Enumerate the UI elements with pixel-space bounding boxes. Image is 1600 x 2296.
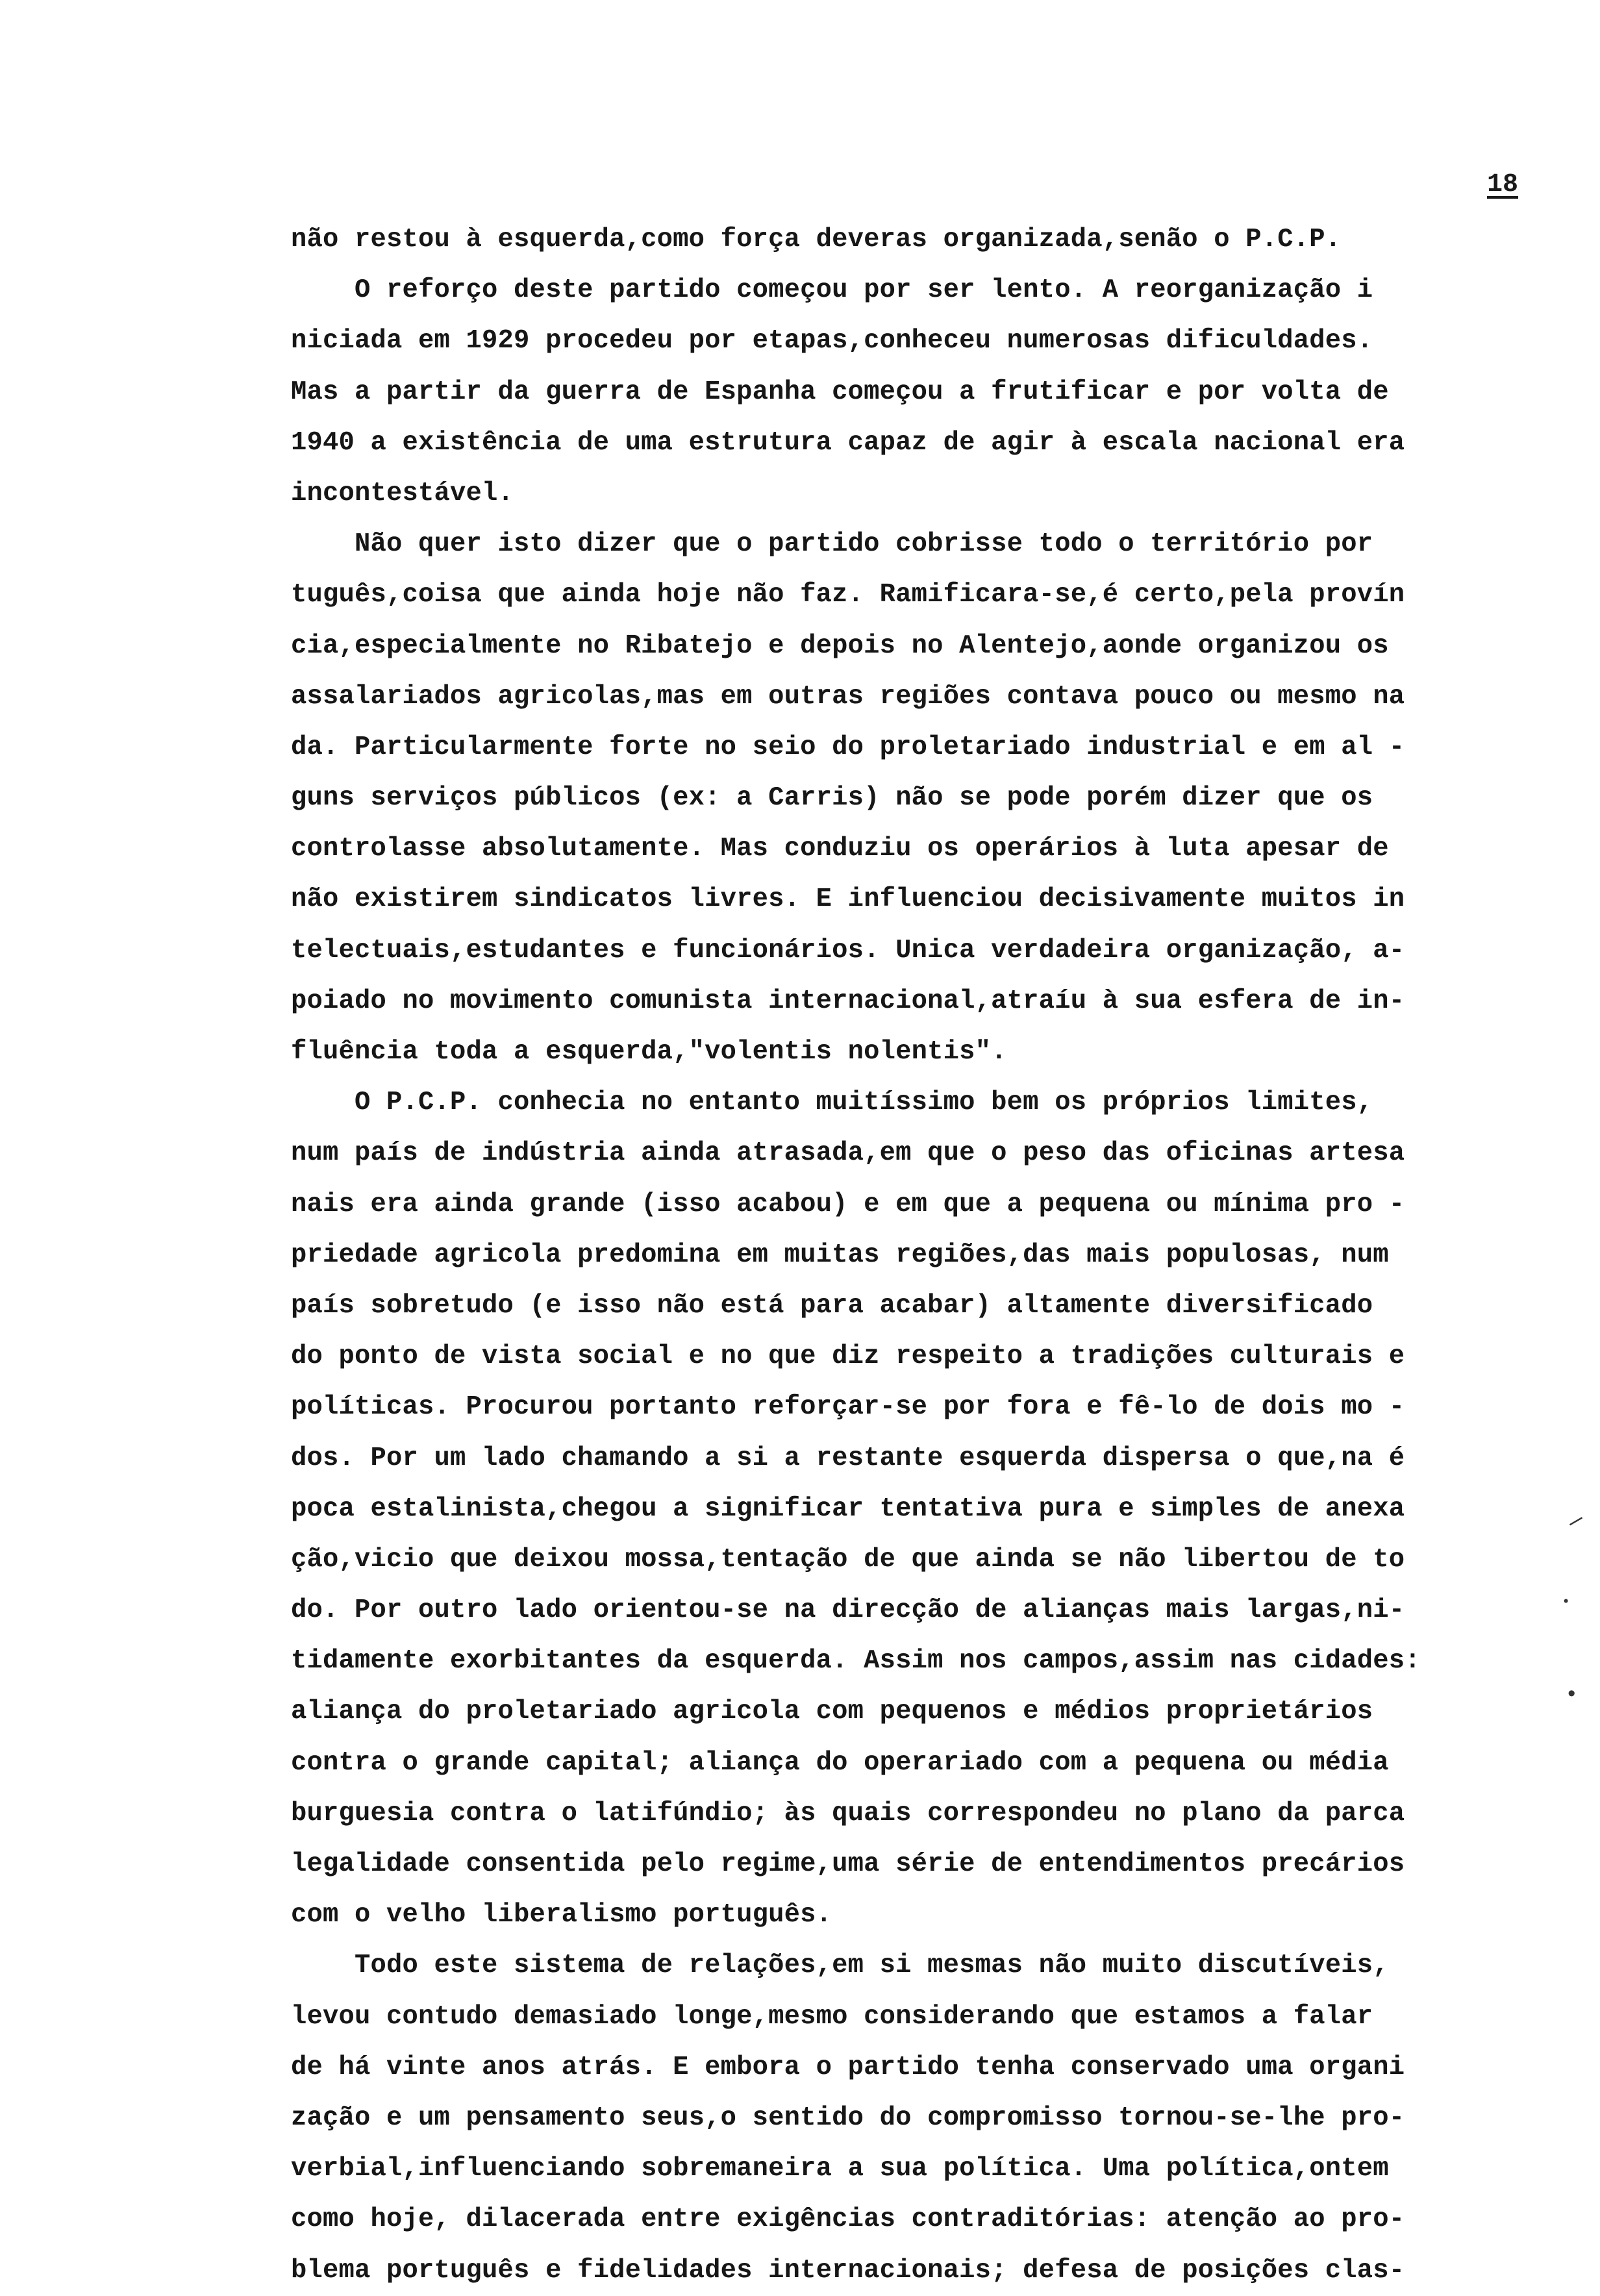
text-line: legalidade consentida pelo regime,uma série de entendimentos precários	[291, 1849, 1405, 1879]
text-line: guns serviços públicos (ex: a Carris) não se pode porém dizer que os	[291, 783, 1373, 814]
text-line: O reforço deste partido começou por ser lento. A reorganização i	[291, 275, 1373, 306]
text-line: Não quer isto dizer que o partido cobrisse todo o território por	[291, 529, 1373, 560]
text-line: do. Por outro lado orientou-se na direcção de alianças mais largas,ni-	[291, 1595, 1405, 1626]
text-line: poiado no movimento comunista internacional,atraíu à sua esfera de in-	[291, 986, 1405, 1016]
text-line: 1940 a existência de uma estrutura capaz de agir à escala nacional era	[291, 427, 1405, 458]
text-line: de há vinte anos atrás. E embora o partido tenha conservado uma organi	[291, 2052, 1405, 2082]
text-line: não restou à esquerda,como força deveras organizada,senão o P.C.P.	[291, 225, 1342, 255]
text-line: O P.C.P. conhecia no entanto muitíssimo bem os próprios limites,	[291, 1088, 1373, 1118]
text-line: aliança do proletariado agricola com pequenos e médios proprietários	[291, 1697, 1373, 1727]
text-line: ção,vicio que deixou mossa,tentação de que ainda se não libertou de to	[291, 1544, 1405, 1575]
text-line: zação e um pensamento seus,o sentido do compromisso tornou-se-lhe pro-	[291, 2103, 1405, 2133]
text-line: niciada em 1929 procedeu por etapas,conheceu numerosas dificuldades.	[291, 326, 1373, 356]
text-line: telectuais,estudantes e funcionários. Unica verdadeira organização, a-	[291, 935, 1405, 966]
text-line: controlasse absolutamente. Mas conduziu os operários à luta apesar de	[291, 834, 1389, 864]
text-line: verbial,influenciando sobremaneira a sua política. Uma política,ontem	[291, 2154, 1389, 2184]
text-line: dos. Por um lado chamando a si a restante esquerda dispersa o que,na é	[291, 1443, 1405, 1473]
text-line: priedade agricola predomina em muitas regiões,das mais populosas, num	[291, 1240, 1389, 1270]
text-line: Mas a partir da guerra de Espanha começou a frutificar e por volta de	[291, 377, 1389, 407]
page-number: 18	[1487, 170, 1519, 199]
text-line: incontestável.	[291, 478, 514, 508]
text-line: como hoje, dilacerada entre exigências contraditórias: atenção ao pro-	[291, 2204, 1405, 2235]
text-line: blema português e fidelidades internacionais; defesa de posições clas-	[291, 2255, 1405, 2286]
text-line: Todo este sistema de relações,em si mesmas não muito discutíveis,	[291, 1951, 1389, 1981]
text-line: políticas. Procurou portanto reforçar-se por fora e fê-lo de dois mo -	[291, 1392, 1405, 1423]
text-line: com o velho liberalismo português.	[291, 1900, 832, 1930]
text-line: burguesia contra o latifúndio; às quais correspondeu no plano da parca	[291, 1798, 1405, 1828]
text-line: tidamente exorbitantes da esquerda. Assim nos campos,assim nas cidades:	[291, 1646, 1421, 1677]
text-line: nais era ainda grande (isso acabou) e em que a pequena ou mínima pro -	[291, 1189, 1405, 1219]
text-line: fluência toda a esquerda,"volentis nolentis".	[291, 1037, 1007, 1067]
margin-dot-mark: •	[1562, 1594, 1571, 1610]
text-line: num país de indústria ainda atrasada,em que o peso das oficinas artesa	[291, 1138, 1405, 1169]
text-line: da. Particularmente forte no seio do proletariado industrial e em al -	[291, 732, 1405, 762]
text-line: levou contudo demasiado longe,mesmo considerando que estamos a falar	[291, 2001, 1373, 2032]
text-line: não existirem sindicatos livres. E influenciou decisivamente muitos in	[291, 884, 1405, 915]
margin-dash-mark: —	[1563, 1506, 1589, 1536]
text-line: contra o grande capital; aliança do operariado com a pequena ou média	[291, 1747, 1389, 1778]
body-text	[291, 214, 1525, 2296]
text-line: cia,especialmente no Ribatejo e depois no Alentejo,aonde organizou os	[291, 630, 1389, 661]
text-line: assalariados agricolas,mas em outras regiões contava pouco ou mesmo na	[291, 681, 1405, 712]
text-line: do ponto de vista social e no que diz respeito a tradições culturais e	[291, 1341, 1405, 1372]
text-line: tuguês,coisa que ainda hoje não faz. Ramificara-se,é certo,pela provín	[291, 580, 1405, 610]
text-line: poca estalinista,chegou a significar tentativa pura e simples de anexa	[291, 1493, 1405, 1524]
margin-dot-mark: •	[1565, 1683, 1579, 1708]
text-line: país sobretudo (e isso não está para acabar) altamente diversificado	[291, 1290, 1373, 1321]
